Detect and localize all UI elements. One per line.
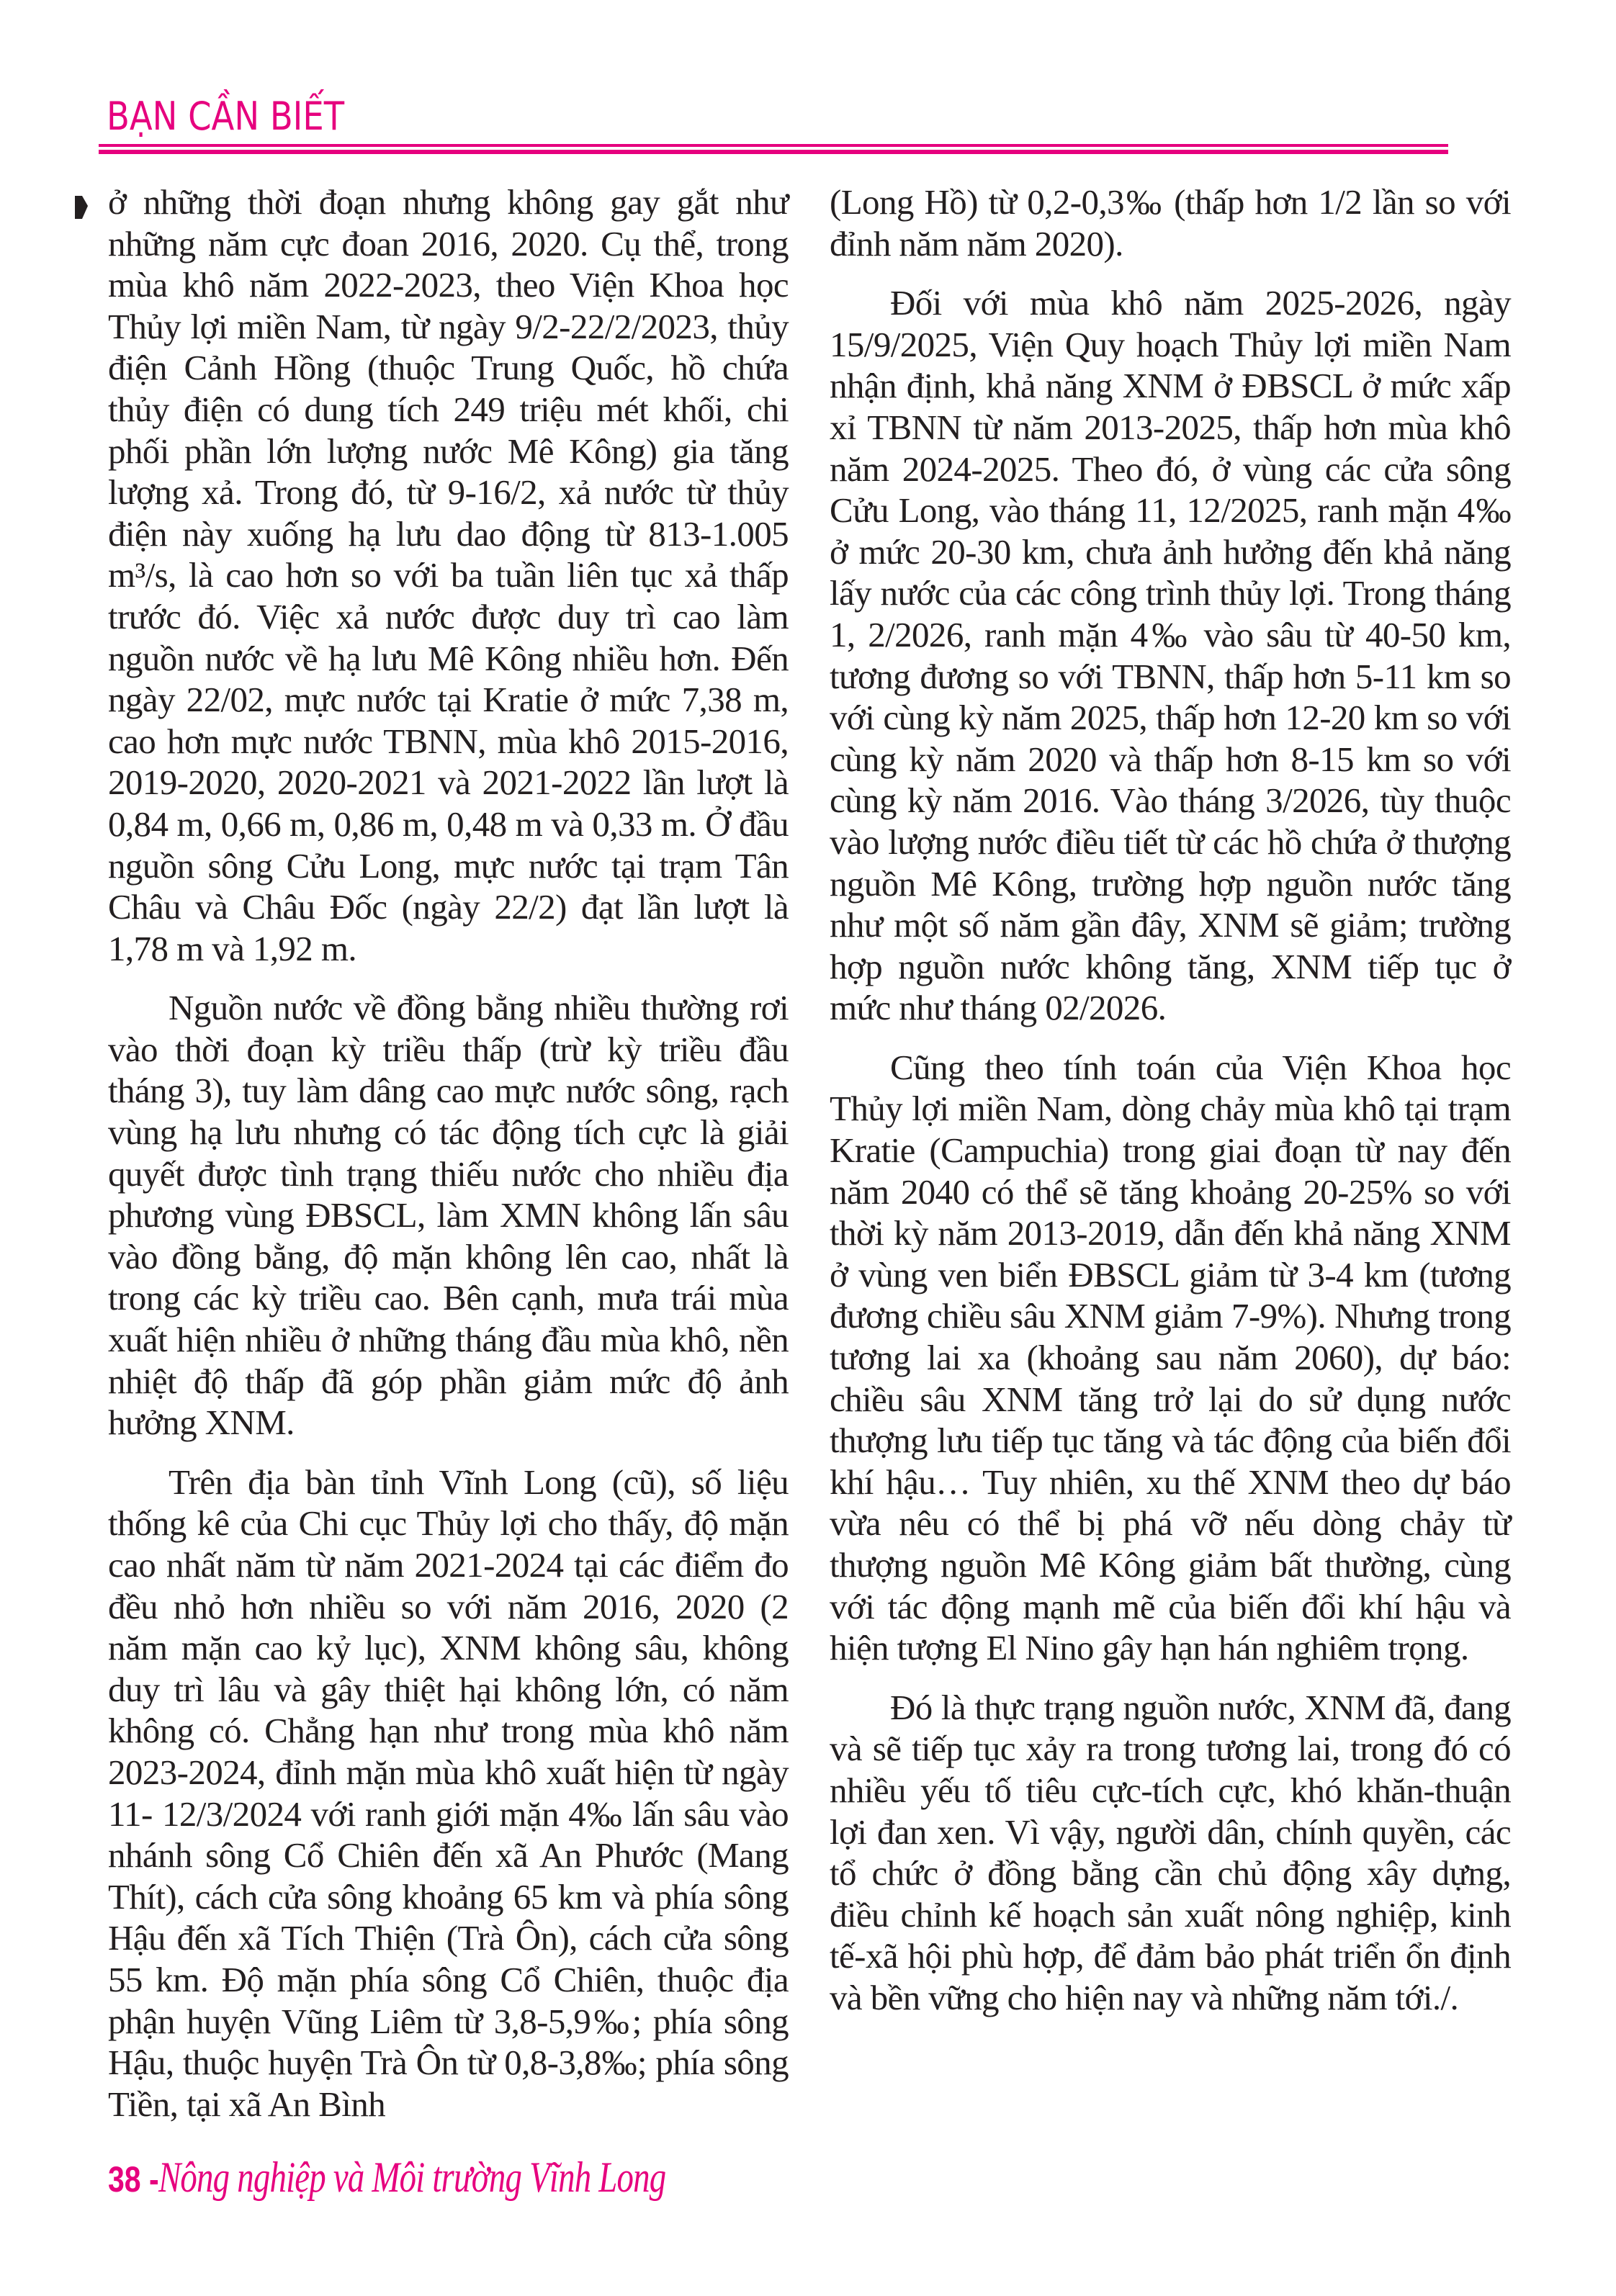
article-paragraph: (Long Hồ) từ 0,2-0,3‰ (thấp hơn 1/2 lần so với đỉnh năm năm 2020). <box>830 182 1511 264</box>
article-paragraph: ở những thời đoạn nhưng không gay gắt như những năm cực đoan 2016, 2020. Cụ thể, trong mùa khô năm 2022-2023, theo Viện Khoa học Thủy lợi miền Nam, từ ngày 9/2-22/2/2023, thủy điện Cảnh Hồng (thuộc Trung Quốc, hồ chứa thủy điện có dung tích 249 triệu mét khối, chi phối phần lớn lượng nước Mê Kông) gia tăng lượng xả. Trong đó, từ 9-16/2, xả nước từ thủy điện này xuống hạ lưu dao động từ 813-1.005 m³/s, là cao hơn so với ba tuần liên tục xả thấp trước đó. Việc xả nước được duy trì cao làm nguồn nước về hạ lưu Mê Kông nhiều hơn. Đến ngày 22/02, mực nước tại Kratie ở mức 7,38 m, cao hơn mực nước TBNN, mùa khô 2015-2016, 2019-2020, 2020-2021 và 2021-2022 lần lượt là 0,84 m, 0,66 m, 0,86 m, 0,48 m và 0,33 m. Ở đầu nguồn sông Cửu Long, mực nước tại trạm Tân Châu và Châu Đốc (ngày 22/2) đạt lần lượt là 1,78 m và 1,92 m. <box>108 182 789 968</box>
left-column <box>108 181 789 2143</box>
page-footer <box>108 2153 809 2202</box>
article-paragraph: Trên địa bàn tỉnh Vĩnh Long (cũ), số liệu thống kê của Chi cục Thủy lợi cho thấy, độ mặn cao nhất năm từ năm 2021-2024 tại các điểm đo đều nhỏ hơn nhiều so với năm 2016, 2020 (2 năm mặn cao kỷ lục), XNM không sâu, không duy trì lâu và gây thiệt hại không lớn, có năm không có. Chẳng hạn như trong mùa khô năm 2023-2024, đỉnh mặn mùa khô xuất hiện từ ngày 11- 12/3/2024 với ranh giới mặn 4‰ lấn sâu vào nhánh sông Cổ Chiên đến xã An Phước (Mang Thít), cách cửa sông khoảng 65 km và phía sông Hậu đến xã Tích Thiện (Trà Ôn), cách cửa sông 55 km. Độ mặn phía sông Cổ Chiên, thuộc địa phận huyện Vũng Liêm từ 3,8-5,9‰; phía sông Hậu, thuộc huyện Trà Ôn từ 0,8-3,8‰; phía sông Tiền, tại xã An Bình <box>108 1462 789 2124</box>
right-column <box>830 181 1511 2037</box>
triangle-right-icon <box>75 193 88 222</box>
page-number: 38 - <box>108 2159 159 2200</box>
article-paragraph: Cũng theo tính toán của Viện Khoa học Thủy lợi miền Nam, dòng chảy mùa khô tại trạm Kratie (Campuchia) trong giai đoạn từ nay đến năm 2040 có thể sẽ tăng khoảng 20-25% so với thời kỳ năm 2013-2019, dẫn đến khả năng XNM ở vùng ven biển ĐBSCL giảm từ 3-4 km (tương đương chiều sâu XNM giảm 7-9%). Nhưng trong tương lai xa (khoảng sau năm 2060), dự báo: chiều sâu XNM tăng trở lại do sử dụng nước thượng lưu tiếp tục tăng và tác động của biến đổi khí hậu… Tuy nhiên, xu thế XNM theo dự báo vừa nêu có thể bị phá vỡ nếu dòng chảy từ thượng nguồn Mê Kông giảm bất thường, cùng với tác động mạnh mẽ của biến đổi khí hậu và hiện tượng El Nino gây hạn hán nghiêm trọng. <box>830 1047 1511 1668</box>
section-title: BẠN CẦN BIẾT <box>107 94 345 139</box>
header-rule-thin <box>99 144 1448 147</box>
header-rule-thick <box>99 150 1448 154</box>
article-paragraph: Đó là thực trạng nguồn nước, XNM đã, đang và sẽ tiếp tục xảy ra trong tương lai, trong đó có nhiều yếu tố tiêu cực-tích cực, khó khăn-thuận lợi đan xen. Vì vậy, người dân, chính quyền, các tổ chức ở đồng bằng cần chủ động xây dựng, điều chỉnh kế hoạch sản xuất nông nghiệp, kinh tế-xã hội phù hợp, để đảm bảo phát triển ổn định và bền vững cho hiện nay và những năm tới./. <box>830 1687 1511 2017</box>
article-paragraph: Nguồn nước về đồng bằng nhiều thường rơi vào thời đoạn kỳ triều thấp (trừ kỳ triều đầu tháng 3), tuy làm dâng cao mực nước sông, rạch vùng hạ lưu nhưng có tác động tích cực là giải quyết được tình trạng thiếu nước cho nhiều địa phương vùng ĐBSCL, làm XMN không lấn sâu vào đồng bằng, độ mặn không lên cao, nhất là trong các kỳ triều cao. Bên cạnh, mưa trái mùa xuất hiện nhiều ở những tháng đầu mùa khô, nền nhiệt độ thấp đã góp phần giảm mức độ ảnh hưởng XNM. <box>108 988 789 1443</box>
magazine-name: Nông nghiệp và Môi trường Vĩnh Long <box>158 2153 666 2201</box>
article-paragraph: Đối với mùa khô năm 2025-2026, ngày 15/9/2025, Viện Quy hoạch Thủy lợi miền Nam nhận định, khả năng XNM ở ĐBSCL ở mức xấp xỉ TBNN từ năm 2013-2025, thấp hơn mùa khô năm 2024-2025. Theo đó, ở vùng các cửa sông Cửu Long, vào tháng 11, 12/2025, ranh mặn 4‰ ở mức 20-30 km, chưa ảnh hưởng đến khả năng lấy nước của các công trình thủy lợi. Trong tháng 1, 2/2026, ranh mặn 4‰ vào sâu từ 40-50 km, tương đương so với TBNN, thấp hơn 5-11 km so với cùng kỳ năm 2025, thấp hơn 12-20 km so với cùng kỳ năm 2020 và thấp hơn 8-15 km so với cùng kỳ năm 2016. Vào tháng 3/2026, tùy thuộc vào lượng nước điều tiết từ các hồ chứa ở thượng nguồn Mê Kông, trường hợp nguồn nước tăng như một số năm gần đây, XNM sẽ giảm; trường hợp nguồn nước không tăng, XNM tiếp tục ở mức như tháng 02/2026. <box>830 283 1511 1028</box>
